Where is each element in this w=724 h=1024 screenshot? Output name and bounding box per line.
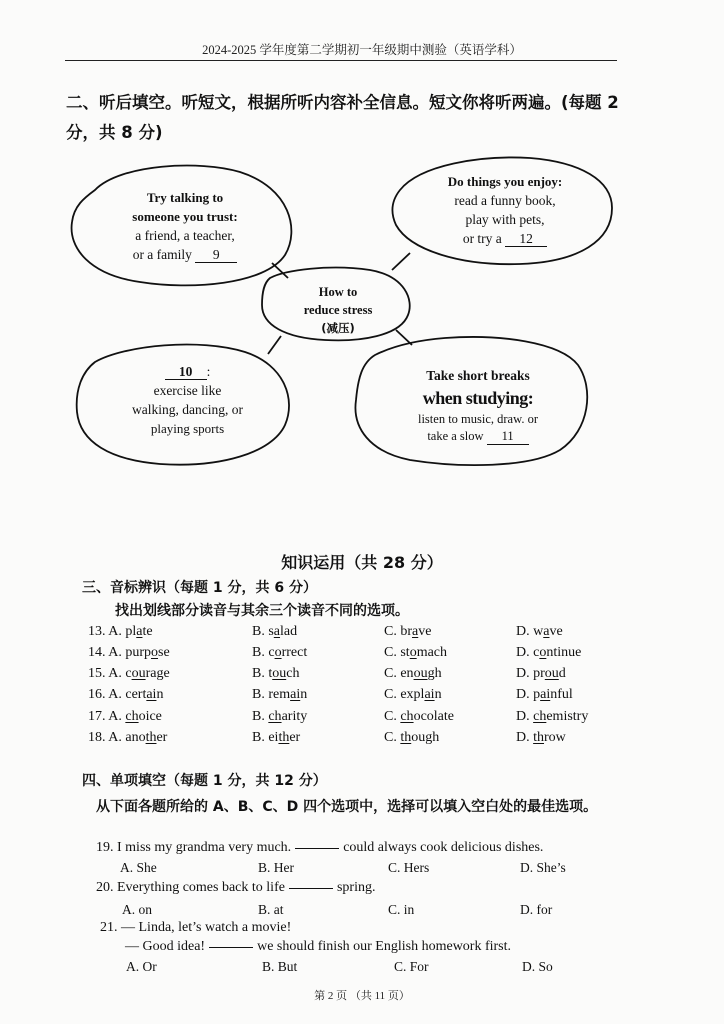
question-20-blank[interactable] (289, 888, 333, 889)
word-prefix: pr (533, 666, 545, 681)
option-label: C. (384, 709, 397, 724)
bubble-top-left-line-1: a friend, a teacher, (135, 228, 235, 243)
question-number: 14. (88, 645, 106, 660)
section3-instruction: 找出划线部分读音与其余三个读音不同的选项。 (115, 603, 409, 619)
option-label: C. (384, 730, 397, 745)
word-prefix: st (400, 645, 410, 660)
word-suffix: rrect (281, 645, 308, 660)
option-label: A. (108, 624, 122, 639)
word-prefix: c (268, 645, 275, 660)
bubble-top-left-heading-1: Try talking to (146, 190, 224, 205)
blank-10[interactable]: 10 (165, 364, 207, 380)
word-prefix: p (533, 687, 541, 702)
word-prefix: c (125, 666, 132, 681)
underlined-letters: th (533, 730, 545, 745)
bubble-bottom-right-line-2 (378, 428, 578, 445)
phonetics-option-d[interactable] (516, 709, 588, 725)
phonetics-option-c[interactable] (384, 645, 447, 661)
question-21-line-2 (125, 939, 511, 955)
word-suffix: ough (411, 730, 440, 745)
bubble-top-left-line-2-prefix: or a family (132, 247, 192, 262)
word-suffix: te (142, 624, 153, 639)
word-prefix: ei (268, 730, 279, 745)
section2-title: 二、听后填空。听短文，根据所听内容补全信息。短文你将听两遍。(每题 2 分，共 8 分) (66, 93, 619, 142)
bubble-bottom-right-heading-1: Take short breaks (426, 368, 530, 383)
underlined-letters: a (136, 624, 143, 639)
question-19-blank[interactable] (295, 848, 339, 849)
word-suffix: n (300, 687, 308, 702)
word-suffix: ntinue (546, 645, 582, 660)
option-label: D. (516, 709, 530, 724)
underlined-letters: a (273, 624, 281, 639)
bubble-top-left-text (95, 188, 275, 264)
phonetics-option-a[interactable] (88, 666, 170, 682)
question-21-option-c[interactable]: C. For (394, 959, 429, 974)
option-label: B. (252, 709, 265, 724)
underlined-letters: a (543, 624, 550, 639)
word-prefix: pl (125, 624, 137, 639)
phonetics-option-a[interactable] (88, 709, 162, 725)
question-20-option-b[interactable]: B. at (258, 902, 284, 917)
blank-11[interactable]: 11 (487, 429, 529, 445)
underlined-letters: o (409, 645, 417, 660)
header-divider (65, 60, 617, 61)
phonetics-option-d[interactable] (516, 666, 566, 682)
option-label: B. (252, 730, 265, 745)
word-suffix: gh (427, 666, 442, 681)
underlined-letters: ai (540, 687, 551, 702)
phonetics-question-row (88, 666, 648, 686)
underlined-letters: ai (424, 687, 435, 702)
word-prefix: ano (125, 730, 146, 745)
word-prefix: s (268, 624, 274, 639)
word-suffix: row (544, 730, 566, 745)
blank-12[interactable]: 12 (505, 231, 547, 247)
option-label: A. (108, 666, 122, 681)
phonetics-option-a[interactable] (88, 687, 163, 703)
phonetics-option-b[interactable] (252, 624, 297, 640)
question-19-options (120, 860, 620, 878)
option-label: D. (516, 666, 530, 681)
word-prefix: t (268, 666, 273, 681)
blank-10-colon: : (206, 364, 211, 379)
word-suffix: rage (145, 666, 170, 681)
word-suffix: oice (138, 709, 162, 724)
underlined-letters: th (145, 730, 157, 745)
question-20-option-c[interactable]: C. in (388, 902, 415, 917)
bubble-center-line-3: (减压) (321, 321, 355, 335)
word-suffix: d (558, 666, 566, 681)
question-20-stem-after: spring. (336, 880, 376, 895)
phonetics-option-d[interactable] (516, 687, 573, 703)
phonetics-option-b[interactable] (252, 666, 299, 682)
question-19-option-c[interactable]: C. Hers (388, 860, 430, 875)
phonetics-question-row (88, 624, 648, 644)
question-19-option-d[interactable]: D. She’s (520, 860, 566, 875)
question-21-blank[interactable] (209, 947, 253, 948)
word-prefix: br (400, 624, 413, 639)
phonetics-option-b[interactable] (252, 687, 307, 703)
word-suffix: n (156, 687, 164, 702)
underlined-letters: ch (400, 709, 414, 724)
word-suffix: ch (286, 666, 300, 681)
question-21-option-b[interactable]: B. But (262, 959, 298, 974)
underlined-letters: ou (544, 666, 559, 681)
underlined-letters: ai (290, 687, 301, 702)
phonetics-option-c[interactable] (384, 666, 442, 682)
section3-title: 三、音标辨识（每题 1 分，共 6 分） (82, 580, 317, 596)
underlined-letters: o (539, 645, 547, 660)
bubble-top-left-heading-2: someone you trust: (132, 209, 238, 224)
phonetics-option-c[interactable] (384, 687, 442, 703)
bubble-bottom-right-heading-2: when studying: (422, 388, 534, 408)
phonetics-option-c[interactable] (384, 730, 439, 746)
underlined-letters: a (412, 624, 419, 639)
phonetics-question-row (88, 730, 648, 750)
question-number: 13. (88, 624, 106, 639)
question-21-options (126, 959, 626, 977)
bubble-center-text (268, 283, 408, 337)
bubble-bottom-right-text (378, 366, 578, 445)
bubble-bottom-left-text (95, 362, 280, 438)
question-19-stem-after: could always cook delicious dishes. (343, 840, 544, 855)
question-number: 16. (88, 687, 106, 702)
underlined-letters: ai (146, 687, 157, 702)
question-number: 17. (88, 709, 106, 724)
word-suffix: er (289, 730, 301, 745)
word-prefix: c (533, 645, 540, 660)
word-suffix: mach (416, 645, 448, 660)
underlined-letters: o (151, 645, 159, 660)
phonetics-option-d[interactable] (516, 645, 581, 661)
section4-title: 四、单项填空（每题 1 分，共 12 分） (82, 773, 327, 789)
underlined-letters: ch (268, 709, 282, 724)
word-suffix: n (434, 687, 442, 702)
phonetics-option-c[interactable] (384, 709, 454, 725)
bubble-bottom-left-line-3: playing sports (150, 421, 225, 436)
phonetics-option-c[interactable] (384, 624, 431, 640)
option-label: C. (384, 624, 397, 639)
phonetics-option-b[interactable] (252, 730, 300, 746)
underlined-letters: ch (533, 709, 547, 724)
bubble-bottom-left-heading (95, 362, 280, 381)
bubble-top-left-line-2 (95, 245, 275, 264)
question-20-options (120, 902, 620, 920)
question-number: 18. (88, 730, 106, 745)
phonetics-question-row (88, 709, 648, 729)
phonetics-option-b[interactable] (252, 709, 307, 725)
page-total: （共 11 页） (349, 990, 410, 1002)
option-label: A. (108, 709, 122, 724)
word-suffix: lad (280, 624, 298, 639)
word-suffix: se (158, 645, 170, 660)
blank-9[interactable]: 9 (195, 247, 237, 263)
question-20-stem-before: Everything comes back to life (117, 880, 285, 895)
option-label: D. (516, 730, 530, 745)
word-prefix: en (400, 666, 414, 681)
bubble-top-right-line-3 (410, 229, 600, 248)
underlined-letters: o (274, 645, 282, 660)
bubble-top-right-line-3-prefix: or try a (462, 231, 502, 246)
phonetics-option-d[interactable] (516, 730, 566, 746)
bubble-bottom-left-line-1: exercise like (153, 383, 222, 398)
connector-top-right (392, 253, 410, 270)
page-footer (0, 987, 724, 1003)
phonetics-option-a[interactable] (88, 730, 167, 746)
word-suffix: emistry (546, 709, 589, 724)
option-label: C. (384, 687, 397, 702)
phonetics-option-b[interactable] (252, 645, 307, 661)
phonetics-question-row (88, 645, 648, 665)
question-20 (96, 880, 375, 896)
word-prefix: cert (125, 687, 147, 702)
underlined-letters: ou (272, 666, 287, 681)
option-label: B. (252, 645, 265, 660)
question-21-number: 21. (100, 920, 118, 935)
bubble-center-line-2: reduce stress (303, 303, 373, 317)
question-21-option-a[interactable]: A. Or (126, 959, 157, 974)
option-label: D. (516, 687, 530, 702)
option-label: D. (516, 645, 530, 660)
knowledge-section-title: 知识运用（共 28 分） (281, 553, 443, 572)
phonetics-option-d[interactable] (516, 624, 563, 640)
word-suffix: arity (281, 709, 308, 724)
word-suffix: ve (418, 624, 432, 639)
question-21-option-d[interactable]: D. So (522, 959, 553, 974)
question-20-option-a[interactable]: A. on (122, 902, 152, 917)
word-suffix: ve (549, 624, 563, 639)
question-21-stem-after: we should finish our English homework first. (257, 939, 512, 954)
question-19-option-b[interactable]: B. Her (258, 860, 294, 875)
option-label: B. (252, 624, 265, 639)
question-20-number: 20. (96, 880, 114, 895)
bubble-bottom-right-line-1: listen to music, draw. or (417, 412, 538, 426)
connector-bottom-left (268, 336, 281, 354)
bubble-top-right-heading: Do things you enjoy: (447, 174, 563, 189)
question-19-option-a[interactable]: A. She (120, 860, 157, 875)
question-21-stem-before: — Good idea! (125, 939, 206, 954)
option-label: A. (108, 645, 122, 660)
word-suffix: nful (550, 687, 573, 702)
word-suffix: er (156, 730, 168, 745)
phonetics-option-a[interactable] (88, 624, 153, 640)
option-label: C. (384, 666, 397, 681)
bubble-top-right-line-2: play with pets, (465, 212, 545, 227)
section4-instruction: 从下面各题所给的 A、B、C、D 四个选项中，选择可以填入空白处的最佳选项。 (96, 799, 598, 815)
page-number: 第 2 页 (314, 990, 348, 1002)
option-label: A. (108, 730, 122, 745)
question-21 (100, 920, 291, 936)
question-20-option-d[interactable]: D. for (520, 902, 553, 917)
underlined-letters: th (400, 730, 412, 745)
option-label: D. (516, 624, 530, 639)
underlined-letters: ou (131, 666, 146, 681)
question-21-line-1: — Linda, let’s watch a movie! (121, 920, 292, 935)
option-label: C. (384, 645, 397, 660)
word-prefix: expl (400, 687, 425, 702)
underlined-letters: ou (413, 666, 428, 681)
question-19-stem-before: I miss my grandma very much. (117, 840, 292, 855)
word-prefix: rem (268, 687, 291, 702)
phonetics-option-a[interactable] (88, 645, 170, 661)
word-prefix: purp (125, 645, 152, 660)
underlined-letters: ch (125, 709, 139, 724)
exam-header-title: 2024-2025 学年度第二学期初一年级期中测验（英语学科） (202, 43, 522, 57)
bubble-bottom-right-line-2-prefix: take a slow (427, 429, 484, 443)
bubble-bottom-left-line-2: walking, dancing, or (132, 402, 243, 417)
question-number: 15. (88, 666, 106, 681)
word-prefix: w (533, 624, 544, 639)
phonetics-question-row (88, 687, 648, 707)
option-label: A. (108, 687, 122, 702)
question-19-number: 19. (96, 840, 114, 855)
option-label: B. (252, 687, 265, 702)
underlined-letters: th (278, 730, 290, 745)
option-label: B. (252, 666, 265, 681)
bubble-center-line-1: How to (318, 285, 358, 299)
bubble-top-right-line-1: read a funny book, (454, 193, 556, 208)
word-suffix: ocolate (413, 709, 454, 724)
bubble-top-right-text (410, 172, 600, 248)
question-19 (96, 840, 543, 856)
